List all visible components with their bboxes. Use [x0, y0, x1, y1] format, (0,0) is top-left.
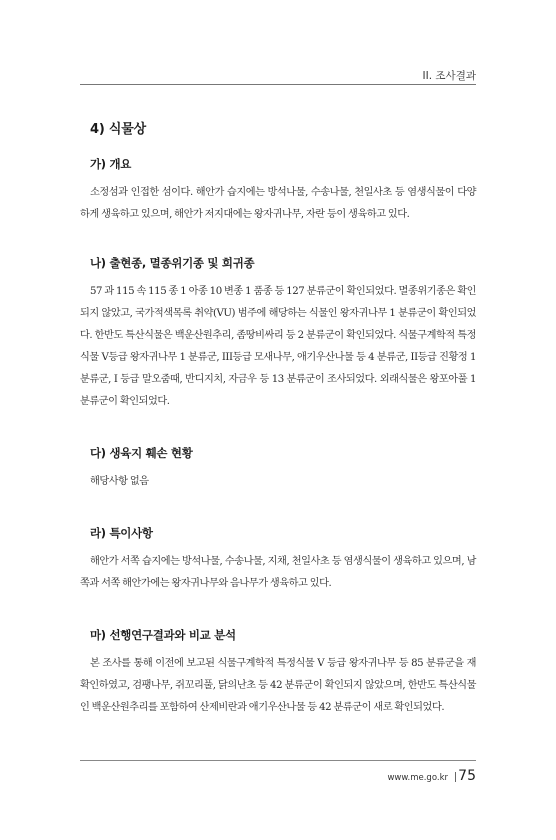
- subsection-body: 57 과 115 속 115 종 1 아종 10 변종 1 품종 등 127 분류군이 확인되었다. 멸종위기종은 확인되지 않았고, 국가적색목록 취약(VU) 범주에 해당하는 식물인 왕자귀나무 1 분류군이 확인되었다. 한반도 특산식물은 백운산원추리, 좀땅비싸리 등 2 분류군이 확인되었다. 식물구계학적 특정식물 V등급 왕자귀나무 1 분류군, III등급 모새나무, 애기우산나물 등 4 분류군, II등급 진황정 1 분류군, I 등급 말오줌때, 반디지치, 자금우 등 13 분류군이 조사되었다. 외래식물은 왕포아풀 1 분류군이 확인되었다.: [80, 286, 476, 407]
- footer-url: www.me.go.kr: [387, 773, 448, 783]
- subsection-title: 가) 개요: [90, 157, 132, 171]
- footer-separator: [455, 772, 456, 782]
- footer-divider: [80, 760, 476, 761]
- subsection-habitat-damage: [80, 445, 476, 493]
- subsection-title: 나) 출현종, 멸종위기종 및 희귀종: [90, 256, 255, 270]
- subsection-body: 해안가 서쪽 습지에는 방석나물, 수송나물, 지채, 천일사초 등 염생식물이 생육하고 있으며, 남쪽과 서쪽 해안가에는 왕자귀나무와 음나무가 생육하고 있다.: [80, 556, 476, 589]
- subsection-body: 해당사항 없음: [90, 476, 149, 487]
- subsection-title: 다) 생육지 훼손 현황: [90, 446, 193, 460]
- subsection-title: 라) 특이사항: [90, 526, 153, 540]
- subsection-body: 본 조사를 통해 이전에 보고된 식물구계학적 특정식물 V 등급 왕자귀나무 등 85 분류군을 재확인하였고, 검팽나무, 쥐꼬리풀, 닭의난초 등 42 분류군이 확인되지 않았으며, 한반도 특산식물인 백운산원추리를 포함하여 산제비란과 애기우산나물 등 42 분류군이 새로 확인되었다.: [80, 658, 476, 713]
- subsection-overview: [80, 156, 476, 226]
- subsection-title: 마) 선행연구결과와 비교 분석: [90, 628, 236, 642]
- chapter-label: II. 조사결과: [422, 70, 476, 82]
- section-title: 4) 식물상: [90, 122, 146, 137]
- subsection-species: [80, 255, 476, 413]
- subsection-comparison: [80, 627, 476, 719]
- subsection-remarks: [80, 525, 476, 595]
- page-content: [80, 118, 476, 719]
- page-number: 75: [458, 768, 476, 784]
- subsection-body: 소정섬과 인접한 섬이다. 해안가 습지에는 방석나물, 수송나물, 천일사초 등 염생식물이 다양하게 생육하고 있으며, 해안가 저지대에는 왕자귀나무, 자란 등이 생육하고 있다.: [80, 187, 476, 220]
- header-divider: [80, 84, 476, 85]
